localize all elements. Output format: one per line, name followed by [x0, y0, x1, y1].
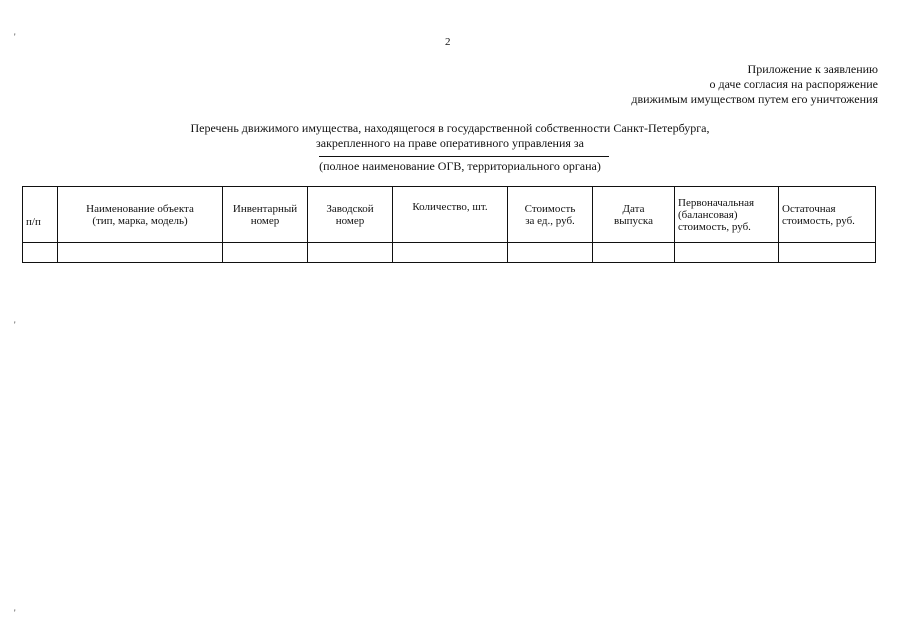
- header-cell-release-date: Дата выпуска: [593, 187, 675, 243]
- table-header-row: [23, 187, 876, 243]
- header-cell-quantity: Количество, шт.: [393, 187, 508, 243]
- header-cell-initial-cost: Первоначальная (балансовая) стоимость, руб.: [675, 187, 779, 243]
- margin-mark: ': [14, 608, 16, 618]
- table-cell: [223, 243, 308, 263]
- organization-blank-line: [319, 156, 609, 157]
- table-cell: [675, 243, 779, 263]
- appendix-line: Приложение к заявлению: [747, 62, 878, 76]
- title-line: Перечень движимого имущества, находящегося в государственной собственности Санкт-Петербурга,: [190, 121, 710, 135]
- title-line: закрепленного на праве оперативного управления за: [316, 136, 584, 150]
- header-cell-inventory: Инвентарный номер: [223, 187, 308, 243]
- margin-mark: ': [14, 320, 16, 330]
- table-row: [23, 243, 876, 263]
- table-cell: [508, 243, 593, 263]
- table-cell: [779, 243, 876, 263]
- table-cell: [593, 243, 675, 263]
- page-number: 2: [445, 36, 451, 48]
- document-title: [150, 121, 750, 151]
- appendix-line: движимым имуществом путем его уничтожения: [631, 92, 878, 106]
- table-cell: [58, 243, 223, 263]
- appendix-note: [631, 62, 878, 107]
- table-cell: [23, 243, 58, 263]
- margin-mark: ': [14, 32, 16, 42]
- header-cell-number: п/п: [23, 187, 58, 243]
- property-table: [22, 186, 876, 263]
- header-cell-name: Наименование объекта (тип, марка, модель): [58, 187, 223, 243]
- header-cell-unit-cost: Стоимость за ед., руб.: [508, 187, 593, 243]
- header-cell-serial: Заводской номер: [308, 187, 393, 243]
- table-cell: [393, 243, 508, 263]
- organization-caption: (полное наименование ОГВ, территориального органа): [319, 159, 601, 173]
- table-cell: [308, 243, 393, 263]
- appendix-line: о даче согласия на распоряжение: [709, 77, 878, 91]
- header-cell-residual-cost: Остаточная стоимость, руб.: [779, 187, 876, 243]
